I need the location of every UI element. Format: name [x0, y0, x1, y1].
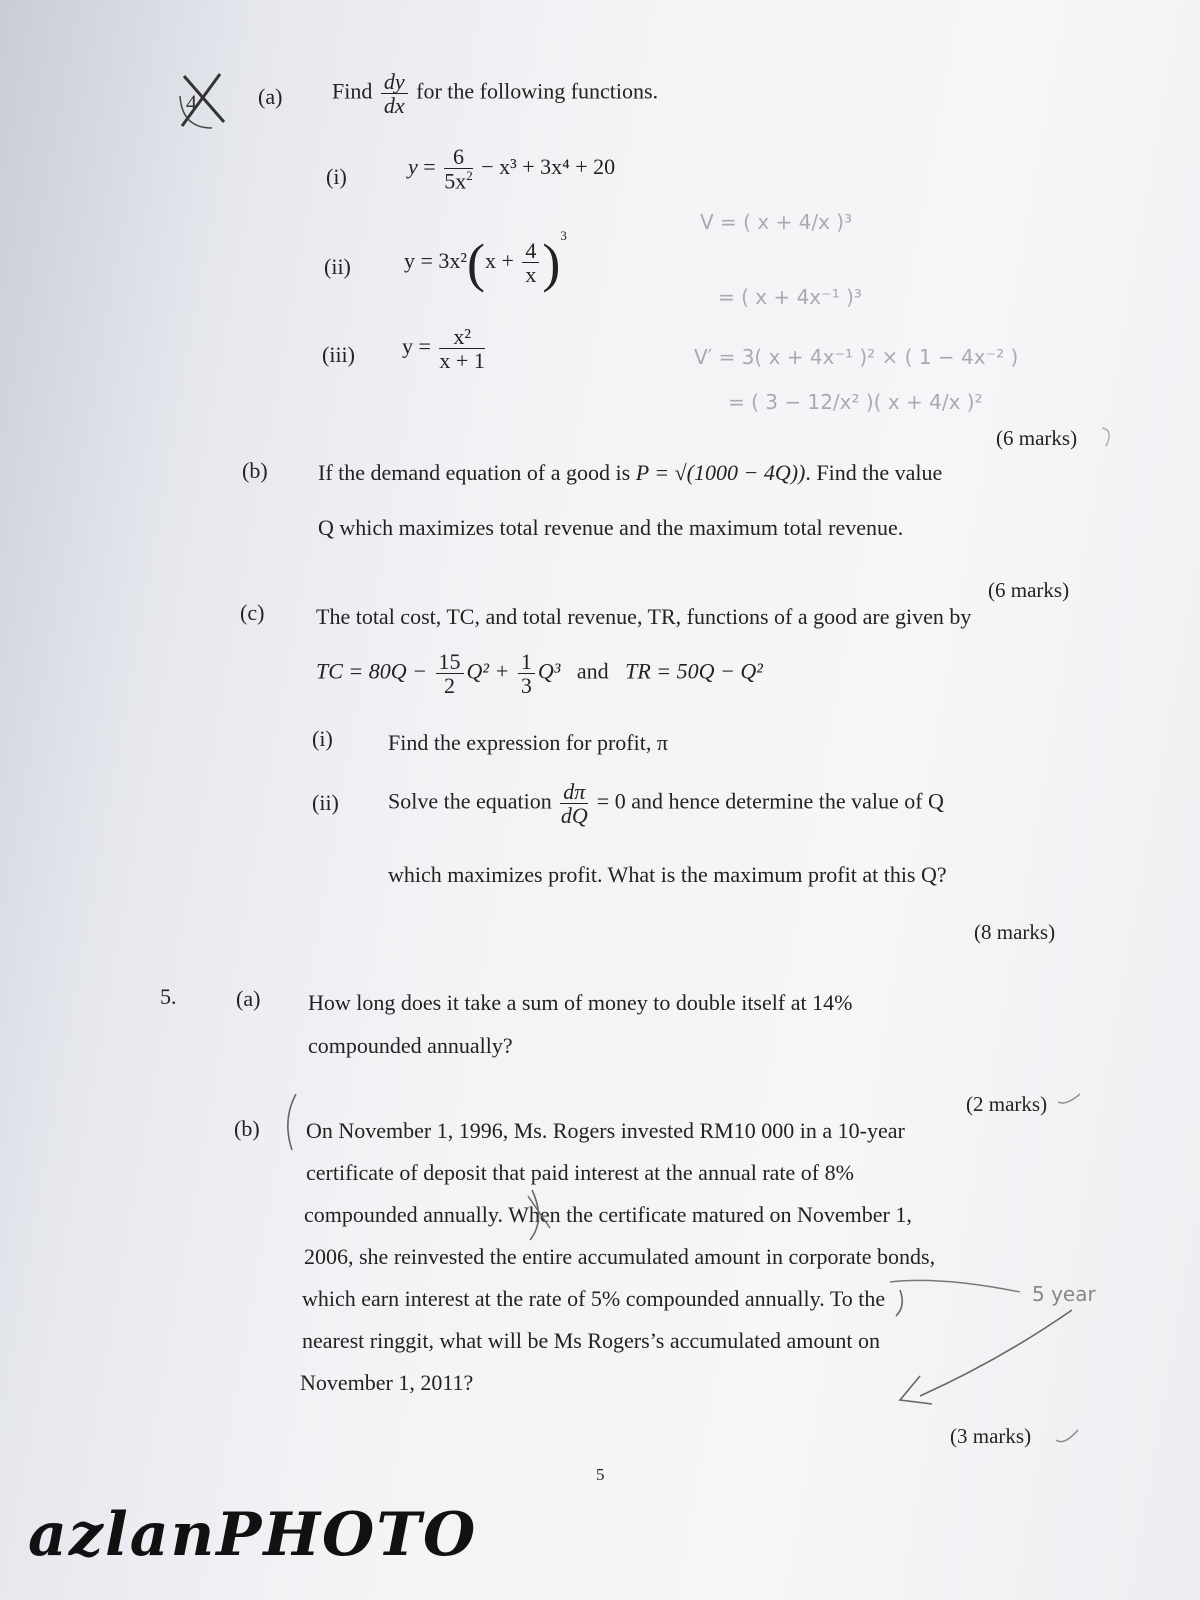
q5b-line-4: 2006, she reinvested the entire accumulated amount in corporate bonds, — [304, 1244, 936, 1269]
q4a-ii-den: x — [525, 262, 537, 288]
q4a-iii-label: (iii) — [322, 342, 355, 367]
dq: dQ — [560, 803, 588, 829]
q4b-line1-post: . Find the value — [805, 460, 943, 485]
q4c-line1: The total cost, TC, and total revenue, TR, functions of a good are given by — [316, 604, 972, 629]
q4c-ii-pre: Solve the equation — [388, 788, 552, 814]
q4a-i-label: (i) — [326, 164, 347, 189]
q4b-line2: Q which maximizes total revenue and the maximum total revenue. — [318, 515, 904, 540]
q4c-marks: (8 marks) — [974, 920, 1056, 944]
q4b-equation: P = √(1000 − 4Q)) — [635, 460, 806, 485]
q5b-line-6: nearest ringgit, what will be Ms Rogers’s accumulated amount on — [302, 1328, 880, 1353]
q4a-iii-den: x + 1 — [439, 348, 485, 374]
q5-number: 5. — [160, 984, 177, 1009]
tc-lead: TC = 80Q − — [316, 658, 427, 684]
dpi: dπ — [563, 779, 586, 804]
q5a-label: (a) — [236, 986, 261, 1011]
q4c-i-label: (i) — [312, 726, 333, 751]
q4b-label: (b) — [242, 458, 268, 483]
q4a-marks: (6 marks) — [996, 426, 1078, 450]
q5b-label: (b) — [234, 1116, 260, 1141]
q4a-ii-inner: x + — [485, 248, 514, 273]
q4a-iii-lead: y = — [402, 333, 431, 359]
q5a-marks: (2 marks) — [966, 1092, 1048, 1116]
q4b-line1-pre: If the demand equation of a good is — [318, 460, 631, 485]
handwriting-line-4: = ( 3 − 12/x² )( x + 4/x )² — [728, 390, 983, 414]
q5b-line-5: which earn interest at the rate of 5% compounded annually. To the — [302, 1286, 886, 1311]
tc-frac1-num: 15 — [436, 650, 464, 674]
q5b-line-1: On November 1, 1996, Ms. Rogers invested RM10 000 in a 10-year — [306, 1118, 905, 1143]
q4a-ii-label: (ii) — [324, 254, 351, 279]
q4c-ii-label: (ii) — [312, 790, 339, 815]
q4a-ii-equation: y = 3x²(x + $\frac{4}{x}$ )$^3$ — [404, 228, 567, 293]
q4c-ii-post: = 0 and hence determine the value of Q — [596, 788, 944, 814]
q5b-line-2: certificate of deposit that paid interest at the annual rate of 8% — [306, 1160, 854, 1185]
tc-tail: Q³ — [537, 658, 561, 684]
q4b-marks: (6 marks) — [988, 578, 1070, 602]
q4a-i-num: 6 — [444, 145, 473, 169]
q4a-label: (a) — [258, 84, 283, 109]
and-word: and — [576, 658, 609, 684]
tc-frac2-num: 1 — [518, 650, 535, 674]
svg-text:4: 4 — [186, 90, 197, 115]
dx: dx — [383, 93, 405, 119]
q4a-i-den-exp: 2 — [466, 168, 473, 184]
q5b-line-7: November 1, 2011? — [300, 1370, 474, 1395]
watermark-logo: azlanPHOTO — [28, 1500, 478, 1570]
handwriting-line-3: V′ = 3( x + 4x⁻¹ )² × ( 1 − 4x⁻² ) — [694, 345, 1019, 369]
q4a-ii-exp: 3 — [560, 228, 567, 243]
find-word: Find — [332, 78, 373, 104]
q5a-line2: compounded annually? — [308, 1033, 513, 1058]
q4c-ii-line2: which maximizes profit. What is the maximum profit at this Q? — [388, 862, 947, 887]
q4a-i-tail: − x³ + 3x⁴ + 20 — [481, 153, 616, 179]
q4c-label: (c) — [240, 600, 265, 625]
tr-equation: TR = 50Q − Q² — [625, 658, 763, 684]
tc-frac1-den: 2 — [444, 673, 455, 699]
dy: dy — [383, 69, 405, 94]
tc-frac2-den: 3 — [520, 673, 532, 699]
q4a-i-den: 5x — [444, 168, 467, 194]
q5a-line1: How long does it take a sum of money to double itself at 14% — [308, 990, 853, 1015]
q4c-i-text: Find the expression for profit, π — [388, 730, 668, 755]
q4a-text: for the following functions. — [416, 78, 659, 104]
handwriting-line-2: = ( x + 4x⁻¹ )³ — [718, 285, 862, 309]
q4a-i-equation: y = $\frac{6}{5x^2}$ − x³ + 3x⁴ + 20 — [408, 144, 616, 194]
q5b-line-3: compounded annually. When the certificate matured on November 1, — [304, 1202, 912, 1227]
page-number: 5 — [596, 1465, 605, 1484]
handwriting-line-1: V = ( x + 4/x )³ — [700, 210, 853, 234]
q5b-marks: (3 marks) — [950, 1424, 1032, 1448]
q4a-iii-num: x² — [439, 325, 484, 349]
tc-mid: Q² + — [466, 658, 510, 684]
q4a-ii-lead: y = 3x² — [404, 248, 468, 273]
q4a-ii-num: 4 — [522, 239, 539, 263]
five-year-note: 5 year — [1032, 1282, 1096, 1306]
